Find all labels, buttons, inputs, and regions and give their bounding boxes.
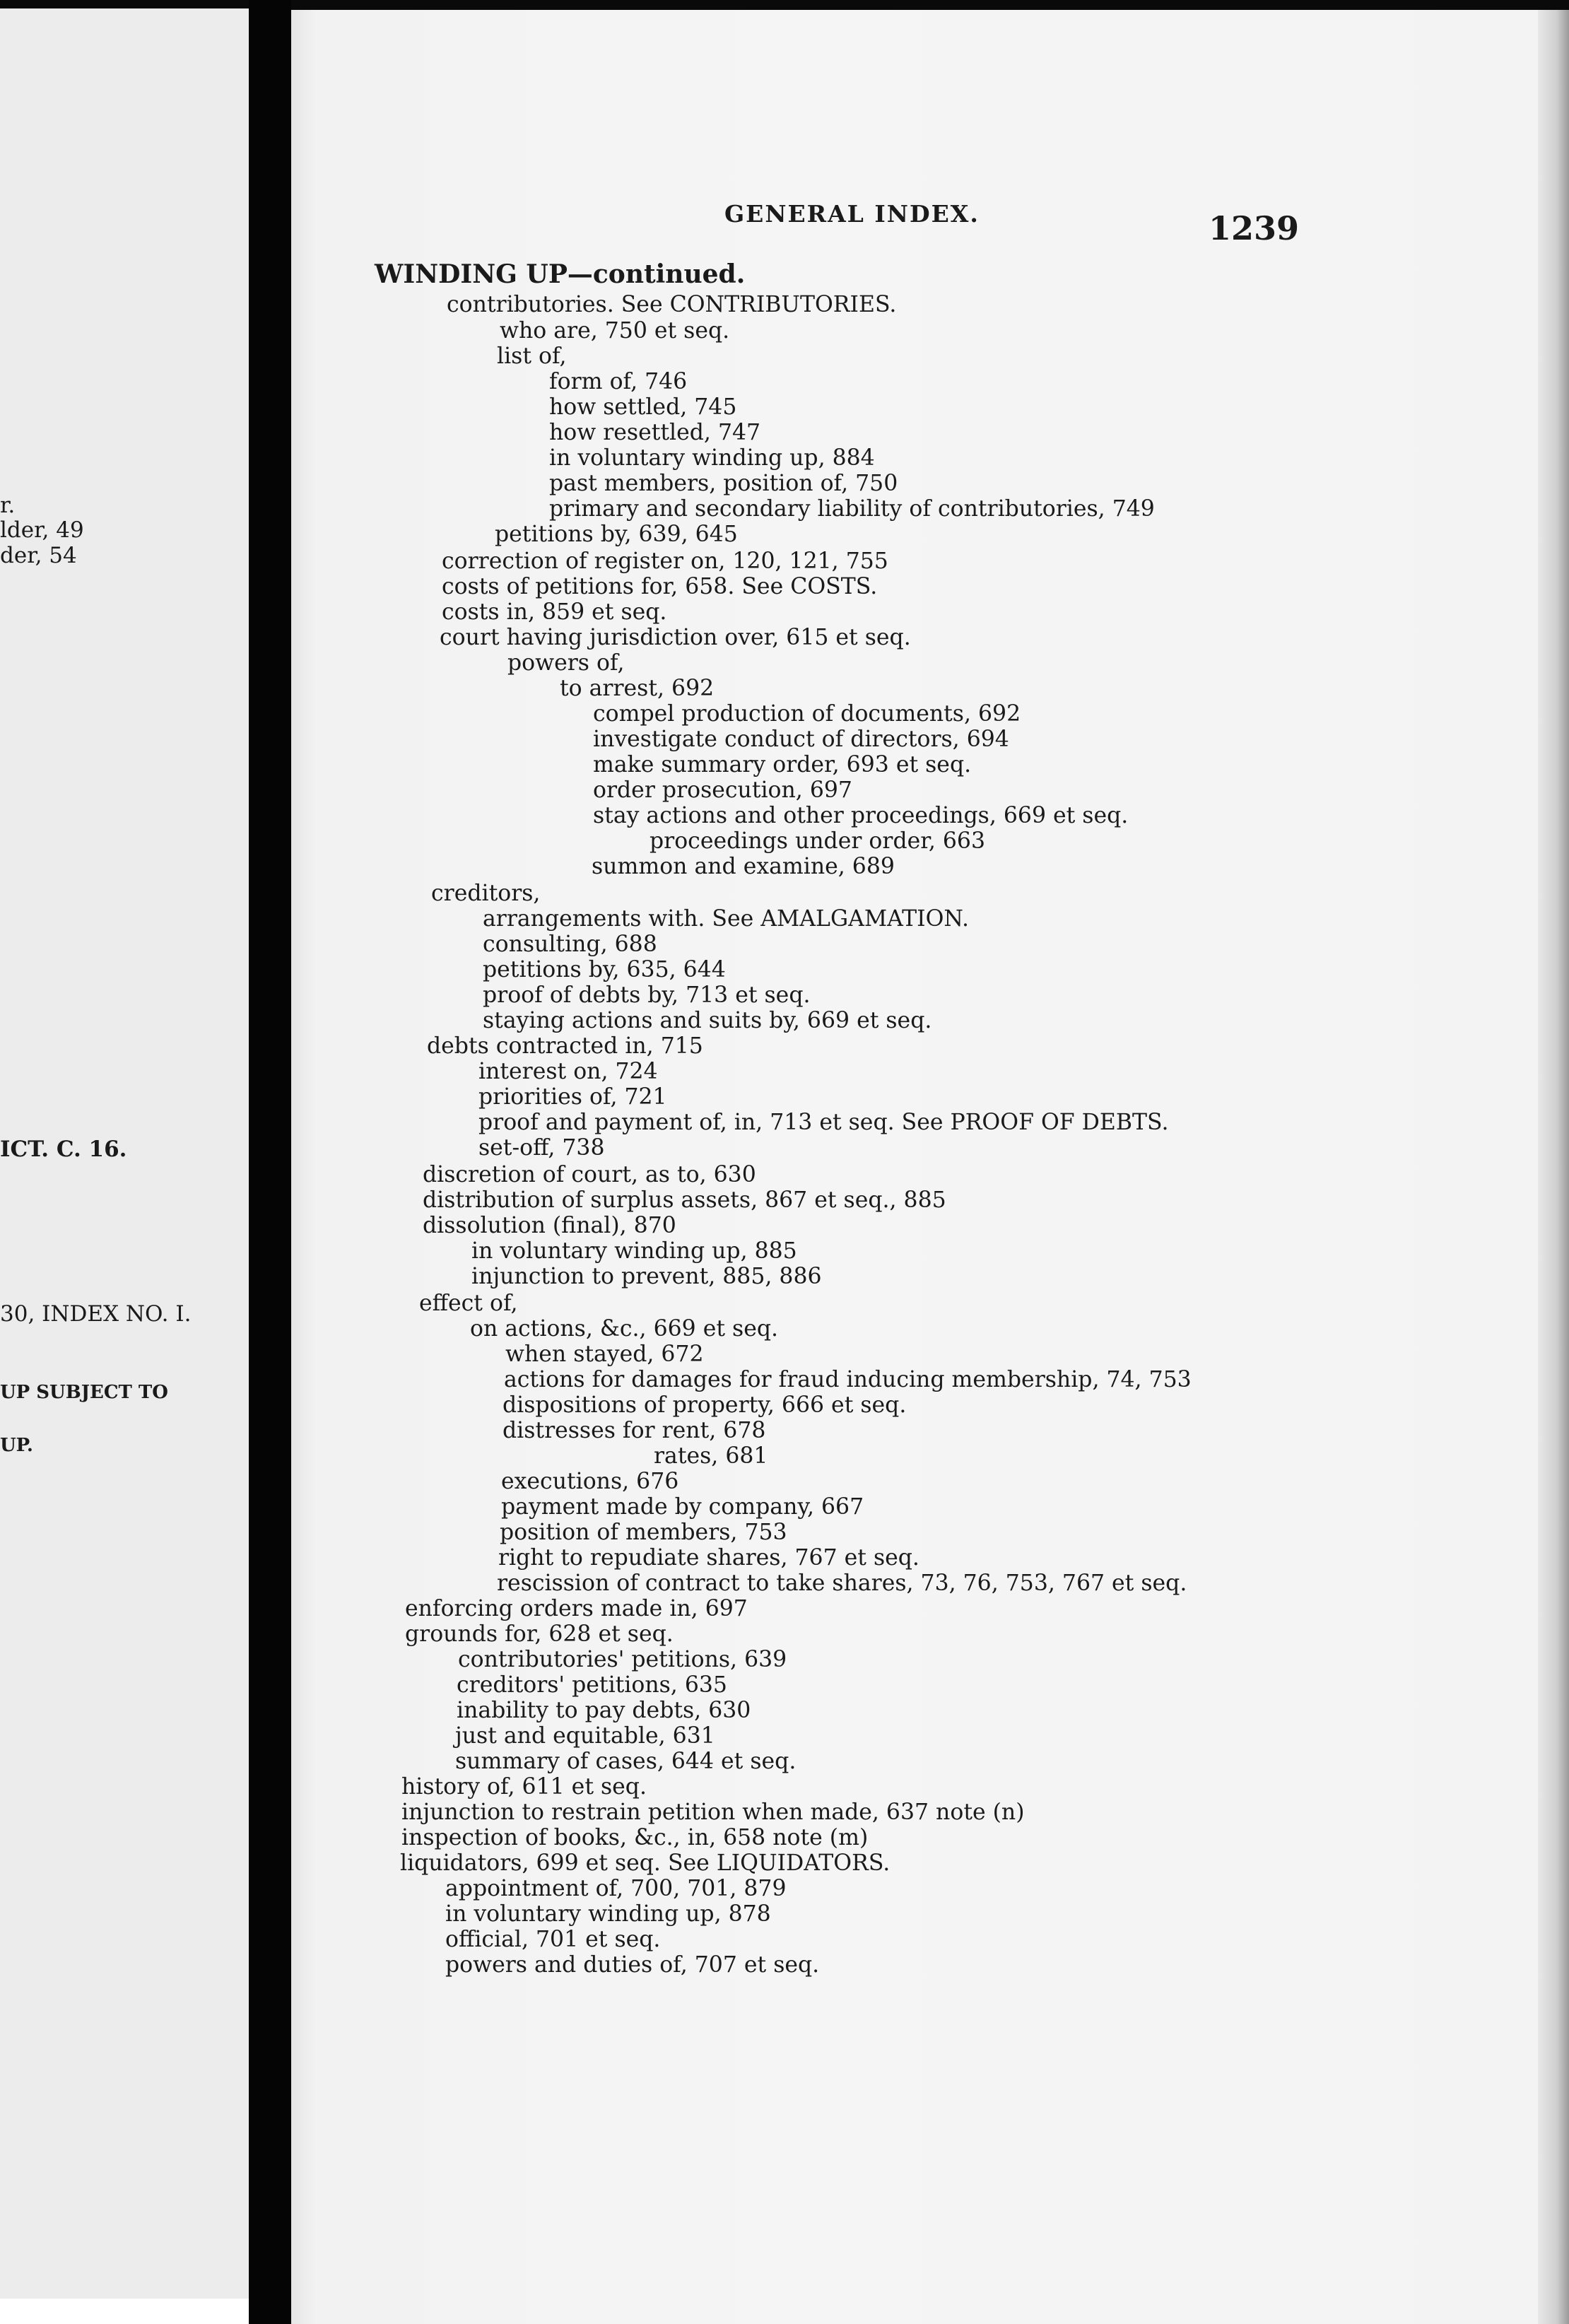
index-entry: staying actions and suits by, 669 et seq. [483, 1008, 932, 1033]
index-entry: proof and payment of, in, 713 et seq. See PROOF OF DEBTS. [478, 1110, 1169, 1135]
facing-page-fragment: 30, INDEX NO. I. [0, 1301, 192, 1327]
index-entry: rescission of contract to take shares, 73, 76, 753, 767 et seq. [497, 1571, 1187, 1596]
index-entry: contributories' petitions, 639 [458, 1647, 787, 1672]
facing-page-fragment: r. [0, 493, 16, 518]
index-entry: make summary order, 693 et seq. [593, 752, 972, 777]
index-entry: priorities of, 721 [478, 1084, 667, 1110]
book-gutter [249, 0, 291, 2324]
facing-page-fragment: UP. [0, 1435, 33, 1456]
index-entry: dissolution (final), 870 [423, 1213, 676, 1238]
index-entry: injunction to restrain petition when made, 637 note (n) [401, 1800, 1025, 1825]
index-entry: creditors, [431, 881, 541, 906]
index-entry: petitions by, 635, 644 [483, 957, 726, 982]
index-entry: distresses for rent, 678 [503, 1418, 766, 1443]
index-entry: stay actions and other proceedings, 669 et seq. [593, 803, 1129, 828]
index-entry: how settled, 745 [549, 394, 737, 420]
index-entry: in voluntary winding up, 884 [549, 445, 875, 471]
index-entry: in voluntary winding up, 885 [471, 1238, 797, 1264]
index-entry: dispositions of property, 666 et seq. [503, 1392, 907, 1418]
index-entry: grounds for, 628 et seq. [405, 1621, 674, 1647]
index-entry: compel production of documents, 692 [593, 701, 1021, 727]
index-entry: arrangements with. See AMALGAMATION. [483, 906, 969, 932]
index-entry: just and equitable, 631 [455, 1723, 715, 1749]
index-entry: inability to pay debts, 630 [457, 1698, 751, 1723]
facing-page-fragment: ICT. C. 16. [0, 1137, 127, 1162]
index-entry: summon and examine, 689 [592, 854, 895, 879]
index-entry: in voluntary winding up, 878 [445, 1901, 771, 1927]
index-entry: appointment of, 700, 701, 879 [445, 1876, 787, 1901]
index-entry: contributories. See CONTRIBUTORIES. [447, 292, 897, 317]
index-entry: proceedings under order, 663 [650, 828, 986, 854]
index-entry: creditors' petitions, 635 [457, 1672, 727, 1698]
index-entry: inspection of books, &c., in, 658 note (m) [401, 1825, 869, 1850]
index-entry: list of, [497, 344, 567, 369]
index-entry: proof of debts by, 713 et seq. [483, 982, 811, 1008]
index-entry: past members, position of, 750 [549, 471, 898, 496]
index-entry: history of, 611 et seq. [401, 1774, 647, 1800]
index-entry: set-off, 738 [478, 1135, 605, 1161]
index-entry: how resettled, 747 [549, 420, 761, 445]
index-entry: form of, 746 [549, 369, 688, 394]
index-entry: liquidators, 699 et seq. See LIQUIDATORS. [400, 1850, 891, 1876]
index-entry: payment made by company, 667 [501, 1494, 864, 1520]
index-entry: enforcing orders made in, 697 [405, 1596, 748, 1621]
running-title: GENERAL INDEX. [724, 200, 980, 228]
index-entry: position of members, 753 [500, 1520, 787, 1545]
index-entry: costs of petitions for, 658. See COSTS. [442, 574, 878, 599]
facing-page [0, 8, 249, 2299]
index-entry: injunction to prevent, 885, 886 [471, 1264, 822, 1289]
index-entry: powers and duties of, 707 et seq. [445, 1952, 820, 1978]
index-entry: distribution of surplus assets, 867 et seq., 885 [423, 1187, 946, 1213]
index-entry: rates, 681 [654, 1443, 768, 1469]
index-entry: court having jurisdiction over, 615 et seq. [440, 625, 911, 650]
index-entry: investigate conduct of directors, 694 [593, 727, 1009, 752]
index-entry: to arrest, 692 [560, 676, 715, 701]
index-entry: executions, 676 [501, 1469, 679, 1494]
index-entry: costs in, 859 et seq. [442, 599, 667, 625]
index-entry: when stayed, 672 [505, 1342, 704, 1367]
index-entry: official, 701 et seq. [445, 1927, 661, 1952]
facing-page-fragment: UP SUBJECT TO [0, 1382, 168, 1403]
index-entry: primary and secondary liability of contributories, 749 [549, 496, 1155, 522]
index-entry: who are, 750 et seq. [500, 318, 730, 344]
index-entry: discretion of court, as to, 630 [423, 1162, 756, 1187]
page-number: 1239 [1209, 209, 1300, 247]
index-entry: actions for damages for fraud inducing membership, 74, 753 [504, 1367, 1192, 1392]
index-entry: petitions by, 639, 645 [495, 522, 738, 547]
index-entry: summary of cases, 644 et seq. [455, 1749, 797, 1774]
facing-page-fragment: lder, 49 [0, 517, 84, 543]
facing-page-fragment: der, 54 [0, 543, 77, 568]
index-entry: effect of, [419, 1291, 518, 1316]
index-entry: interest on, 724 [478, 1059, 658, 1084]
index-entry: correction of register on, 120, 121, 755 [442, 548, 888, 574]
index-heading: WINDING UP—continued. [375, 259, 746, 289]
index-entry: consulting, 688 [483, 932, 657, 957]
index-entry: right to repudiate shares, 767 et seq. [498, 1545, 919, 1571]
index-entry: order prosecution, 697 [593, 777, 852, 803]
index-entry: powers of, [507, 650, 625, 676]
page-edge [1538, 10, 1569, 2324]
index-entry: debts contracted in, 715 [427, 1033, 703, 1059]
index-entry: on actions, &c., 669 et seq. [470, 1316, 779, 1342]
